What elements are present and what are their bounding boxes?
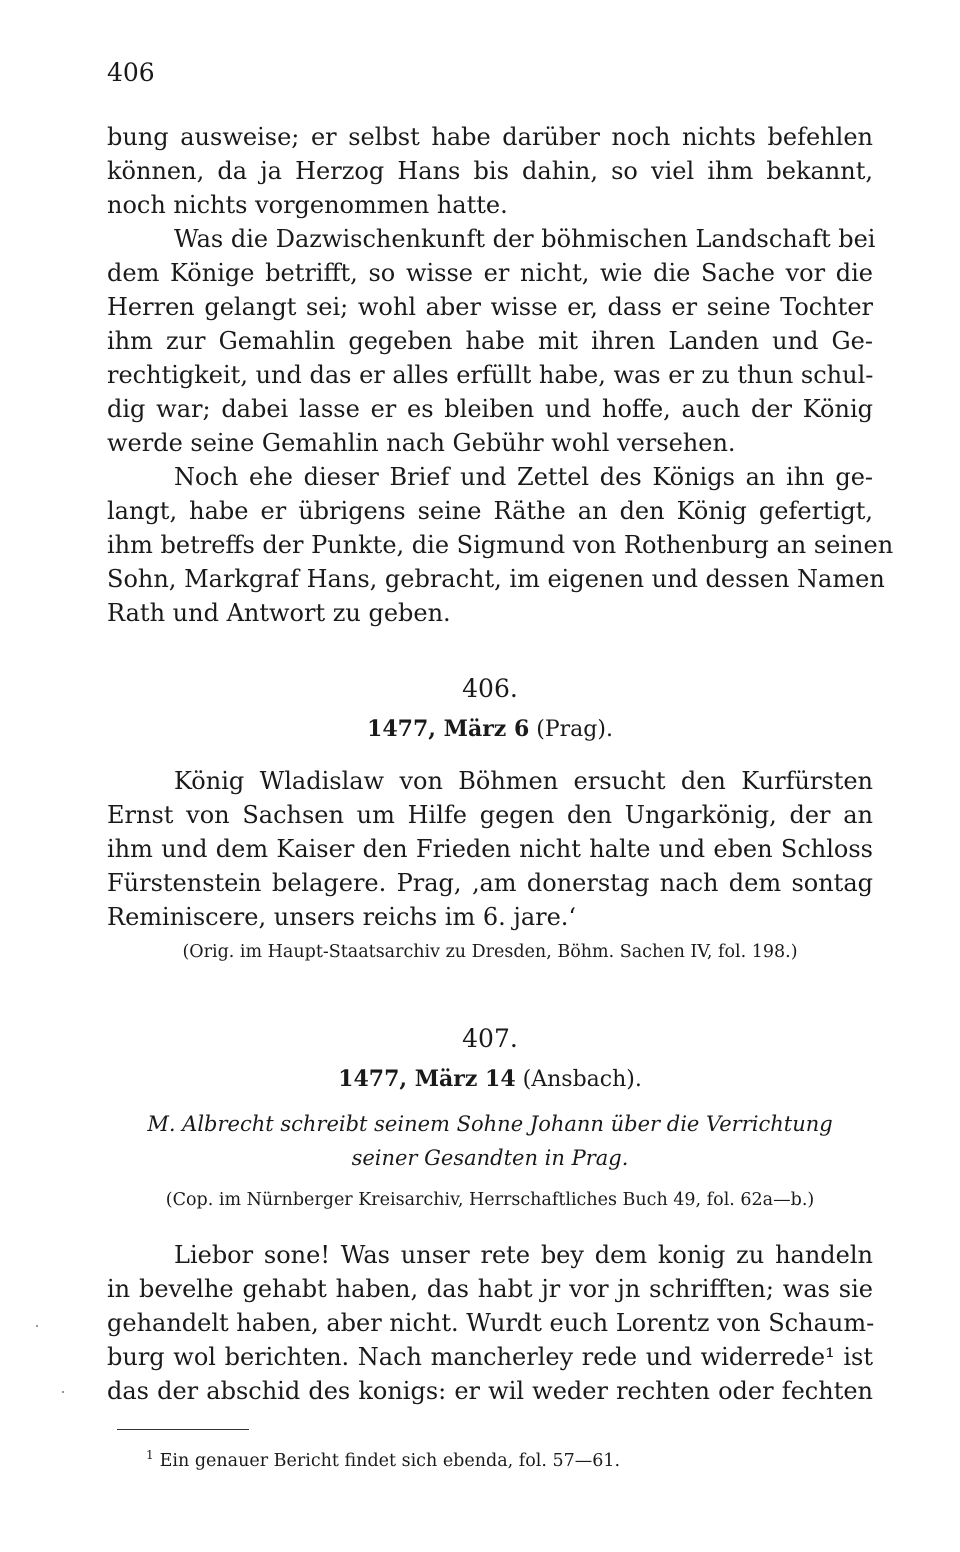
text-line: rechtigkeit, und das er alles erfüllt habe, was er zu thun schul- <box>107 361 874 389</box>
text-line: Was die Dazwischenkunft der böhmischen Landschaft bei <box>174 225 876 253</box>
date-place: (Ansbach). <box>522 1067 642 1092</box>
summary-line: ihm und dem Kaiser den Frieden nicht halte und eben Schloss <box>107 835 873 863</box>
source-citation: (Cop. im Nürnberger Kreisarchiv, Herrschaftliches Buch 49, fol. 62a—b.) <box>165 1190 815 1210</box>
footnote-rule <box>117 1429 249 1430</box>
text-line: ihm betreffs der Punkte, die Sigmund von Rothenburg an seinen <box>107 531 894 559</box>
document-date <box>107 716 873 742</box>
summary-line: Fürstenstein belagere. Prag, ‚am donerstag nach dem sontag <box>107 869 873 897</box>
document-headline: seiner Gesandten in Prag. <box>351 1146 629 1170</box>
text-line: gehandelt haben, aber nicht. Wurdt euch Lorentz von Schaum- <box>107 1309 875 1337</box>
text-line: burg wol berichten. Nach mancherley rede und widerrede¹ ist <box>107 1343 873 1371</box>
text-line: werde seine Gemahlin nach Gebühr wohl versehen. <box>107 429 736 457</box>
text-line: Rath und Antwort zu geben. <box>107 599 451 627</box>
document-date <box>107 1066 873 1092</box>
date-bold: 1477, März 14 <box>338 1066 516 1092</box>
text-line: ihm zur Gemahlin gegeben habe mit ihren Landen und Ge- <box>107 327 873 355</box>
summary-line: Ernst von Sachsen um Hilfe gegen den Ungarkönig, der an <box>107 801 873 829</box>
footnote-marker: 1 <box>146 1448 154 1462</box>
text-line: können, da ja Herzog Hans bis dahin, so viel ihm bekannt, <box>107 157 873 185</box>
text-line: Sohn, Markgraf Hans, gebracht, im eigenen und dessen Namen <box>107 565 885 593</box>
page-number: 406 <box>107 58 155 87</box>
footnote-text: Ein genauer Bericht findet sich ebenda, fol. 57—61. <box>159 1450 621 1471</box>
summary-line: König Wladislaw von Böhmen ersucht den Kurfürsten <box>174 767 873 795</box>
text-line: dem Könige betrifft, so wisse er nicht, wie die Sache vor die <box>107 259 873 287</box>
text-line: dig war; dabei lasse er es bleiben und hoffe, auch der König <box>107 395 873 423</box>
text-line: langt, habe er übrigens seine Räthe an den König gefertigt, <box>107 497 873 525</box>
text-line: in bevelhe gehabt haben, das habt jr vor jn schrifften; was sie <box>107 1275 873 1303</box>
scan-speck <box>36 1325 38 1327</box>
document-number: 406. <box>462 674 518 703</box>
date-place: (Prag). <box>536 717 613 742</box>
footnote <box>146 1448 620 1471</box>
summary-line: Reminiscere, unsers reichs im 6. jare.‘ <box>107 903 577 931</box>
scan-speck <box>62 1391 64 1393</box>
text-line: Noch ehe dieser Brief und Zettel des Königs an ihn ge- <box>174 463 873 491</box>
text-line: Liebor sone! Was unser rete bey dem konig zu handeln <box>174 1241 873 1269</box>
text-line: noch nichts vorgenommen hatte. <box>107 191 508 219</box>
text-line: das der abschid des konigs: er wil weder rechten oder fechten <box>107 1377 873 1405</box>
document-number: 407. <box>462 1024 518 1053</box>
text-line: Herren gelangt sei; wohl aber wisse er, dass er seine Tochter <box>107 293 873 321</box>
document-headline: M. Albrecht schreibt seinem Sohne Johann über die Verrichtung <box>147 1112 833 1136</box>
source-citation: (Orig. im Haupt-Staatsarchiv zu Dresden, Böhm. Sachen IV, fol. 198.) <box>182 942 798 962</box>
date-bold: 1477, März 6 <box>367 716 530 742</box>
text-line: bung ausweise; er selbst habe darüber noch nichts befehlen <box>107 123 873 151</box>
